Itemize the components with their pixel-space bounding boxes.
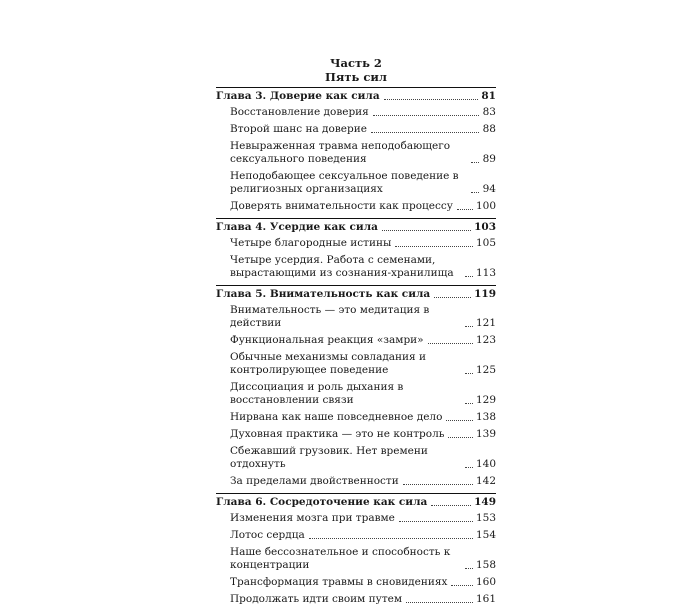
dot-leader — [465, 568, 473, 569]
toc-chapter-entry — [216, 288, 496, 301]
section-page-number: 105 — [475, 237, 496, 249]
dot-leader — [406, 602, 473, 603]
toc-section-entry — [216, 381, 496, 407]
toc-section-entry — [216, 254, 496, 280]
dot-leader — [465, 326, 473, 327]
chapter-title: Глава 6. Сосредоточение как сила — [216, 496, 428, 508]
section-title: Неподобающее сексуальное поведение в религиозных организациях — [230, 170, 459, 195]
toc-section-entry — [216, 428, 496, 441]
section-page-number: 160 — [475, 576, 496, 588]
section-title: Изменения мозга при травме — [230, 512, 395, 524]
section-page-number: 129 — [475, 394, 496, 406]
section-page-number: 140 — [475, 458, 496, 470]
toc-chapter — [216, 87, 496, 213]
dot-leader — [465, 373, 473, 374]
section-page-number: 123 — [475, 334, 496, 346]
part-heading — [216, 56, 496, 84]
toc-section-entry — [216, 304, 496, 330]
dot-leader — [431, 505, 471, 506]
toc-chapter — [216, 493, 496, 606]
section-page-number: 83 — [482, 106, 496, 118]
section-page-number: 153 — [475, 512, 496, 524]
toc-section-entry — [216, 475, 496, 488]
chapter-page-number: 103 — [474, 221, 496, 233]
dot-leader — [382, 230, 471, 231]
dot-leader — [309, 538, 473, 539]
dot-leader — [428, 343, 473, 344]
part-label: Часть 2 — [330, 56, 382, 70]
section-title: Лотос сердца — [230, 529, 305, 541]
section-title: Духовная практика — это не контроль — [230, 428, 445, 440]
section-title: Трансформация травмы в сновидениях — [230, 576, 448, 588]
toc-chapter-entry — [216, 496, 496, 509]
chapter-title: Глава 3. Доверие как сила — [216, 90, 380, 102]
dot-leader — [434, 297, 471, 298]
dot-leader — [399, 521, 473, 522]
chapter-title: Глава 5. Внимательность как сила — [216, 288, 431, 300]
section-title: Обычные механизмы совладания и контролирующее поведение — [230, 351, 427, 376]
section-page-number: 100 — [475, 200, 496, 212]
section-page-number: 138 — [475, 411, 496, 423]
dot-leader — [446, 420, 473, 421]
section-page-number: 161 — [475, 593, 496, 605]
toc-chapter-entry — [216, 90, 496, 103]
chapter-title: Глава 4. Усердие как сила — [216, 221, 378, 233]
toc-section-entry — [216, 529, 496, 542]
section-title: Четыре благородные истины — [230, 237, 392, 249]
section-title: Продолжать идти своим путем — [230, 593, 403, 605]
toc-section-entry — [216, 546, 496, 572]
section-page-number: 125 — [475, 364, 496, 376]
section-page-number: 94 — [482, 183, 496, 195]
chapter-page-number: 149 — [474, 496, 496, 508]
dot-leader — [373, 115, 479, 116]
section-page-number: 142 — [475, 475, 496, 487]
section-title: Внимательность — это медитация в действии — [230, 304, 430, 329]
section-title: Диссоциация и роль дыхания в восстановлении связи — [230, 381, 404, 406]
dot-leader — [395, 246, 473, 247]
toc-section-entry — [216, 123, 496, 136]
section-page-number: 88 — [482, 123, 496, 135]
toc-chapter — [216, 218, 496, 280]
section-page-number: 139 — [475, 428, 496, 440]
dot-leader — [457, 209, 473, 210]
section-page-number: 158 — [475, 559, 496, 571]
chapter-page-number: 81 — [481, 90, 496, 102]
section-title: Функциональная реакция «замри» — [230, 334, 424, 346]
toc-section-entry — [216, 512, 496, 525]
toc-section-entry — [216, 445, 496, 471]
toc-section-entry — [216, 411, 496, 424]
dot-leader — [465, 276, 473, 277]
dot-leader — [465, 467, 473, 468]
toc-section-entry — [216, 140, 496, 166]
section-title: Доверять внимательности как процессу — [230, 200, 453, 212]
toc-section-entry — [216, 334, 496, 347]
section-title: Сбежавший грузовик. Нет времени отдохнуть — [230, 445, 428, 470]
section-page-number: 113 — [475, 267, 496, 279]
dot-leader — [471, 192, 479, 193]
section-page-number: 121 — [475, 317, 496, 329]
dot-leader — [451, 585, 473, 586]
dot-leader — [403, 484, 473, 485]
dot-leader — [384, 99, 479, 100]
section-title: Восстановление доверия — [230, 106, 369, 118]
dot-leader — [471, 162, 479, 163]
table-of-contents — [216, 87, 496, 610]
toc-section-entry — [216, 237, 496, 250]
dot-leader — [371, 132, 479, 133]
toc-section-entry — [216, 200, 496, 213]
toc-chapter-entry — [216, 221, 496, 234]
toc-chapter — [216, 285, 496, 488]
section-title: Четыре усердия. Работа с семенами, вырастающими из сознания-хранилища — [230, 254, 454, 279]
section-title: Невыраженная травма неподобающего сексуального поведения — [230, 140, 451, 165]
section-title: Второй шанс на доверие — [230, 123, 367, 135]
section-title: Нирвана как наше повседневное дело — [230, 411, 443, 423]
part-title: Пять сил — [325, 70, 387, 84]
section-page-number: 89 — [482, 153, 496, 165]
toc-section-entry — [216, 170, 496, 196]
toc-section-entry — [216, 106, 496, 119]
section-title: Наше бессознательное и способность к концентрации — [230, 546, 451, 571]
toc-section-entry — [216, 351, 496, 377]
section-title: За пределами двойственности — [230, 475, 399, 487]
dot-leader — [448, 437, 472, 438]
dot-leader — [465, 403, 473, 404]
toc-section-entry — [216, 576, 496, 589]
chapter-page-number: 119 — [474, 288, 496, 300]
section-page-number: 154 — [475, 529, 496, 541]
